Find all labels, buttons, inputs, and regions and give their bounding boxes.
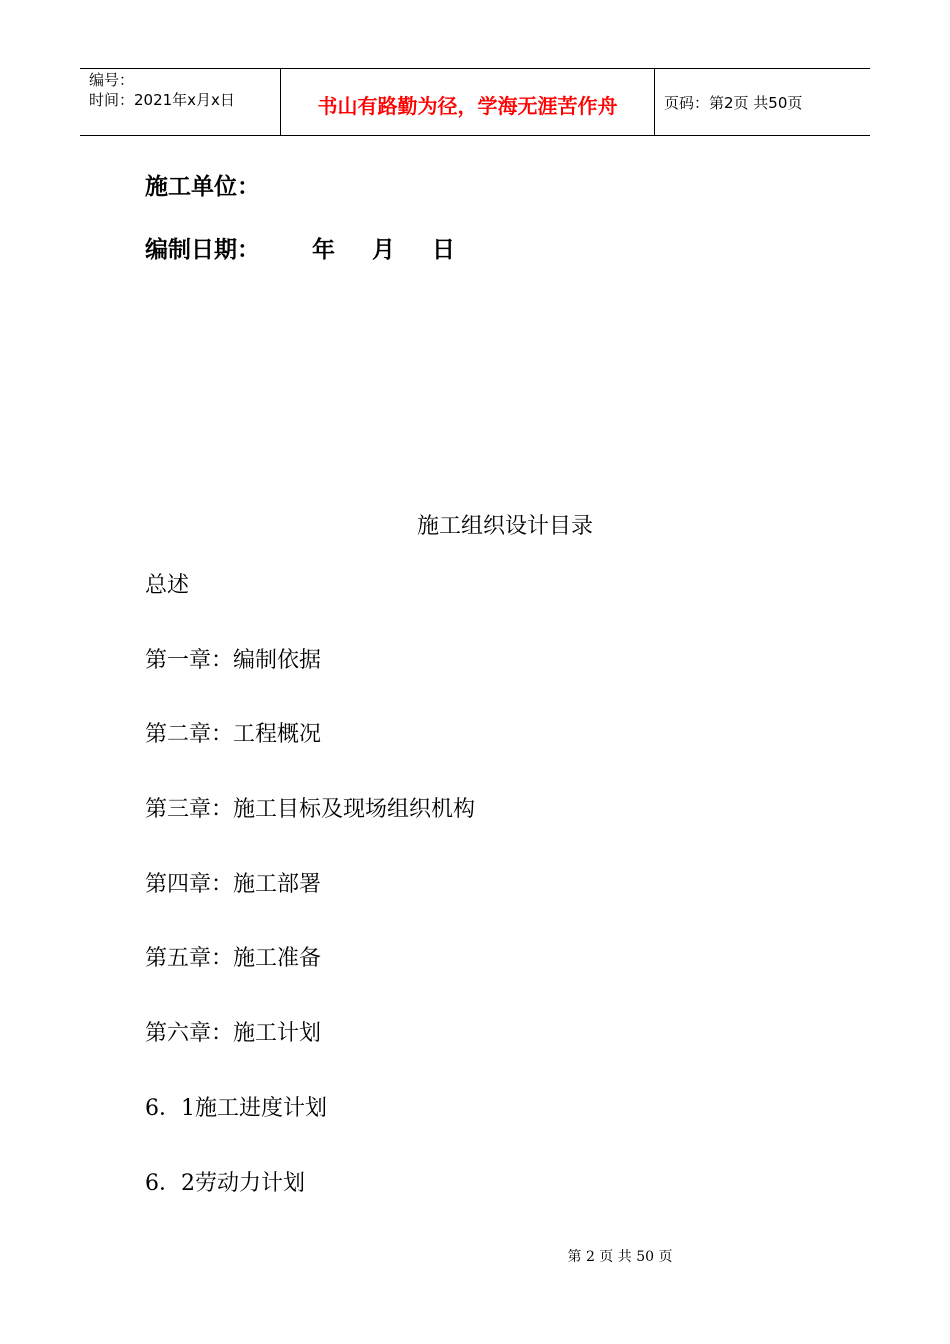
toc-title: 施工组织设计目录 bbox=[416, 514, 593, 539]
construction-unit-label: 施工单位： bbox=[145, 174, 260, 200]
toc-item: 第二章：工程概况 bbox=[145, 722, 322, 748]
toc-item: 第五章：施工准备 bbox=[145, 946, 322, 972]
page-footer: 第 2 页 共 50 页 bbox=[567, 1249, 673, 1265]
toc-item: 6．1施工进度计划 bbox=[145, 1095, 327, 1121]
toc-item: 第六章：施工计划 bbox=[145, 1021, 322, 1047]
toc-item: 第一章：编制依据 bbox=[145, 647, 322, 673]
toc-item: 第三章：施工目标及现场组织机构 bbox=[145, 797, 476, 823]
date-year: 年 bbox=[312, 237, 335, 263]
header-motto: 书山有路勤为径，学海无涯苦作舟 bbox=[281, 69, 655, 135]
header-left-cell bbox=[80, 69, 281, 135]
date-month: 月 bbox=[372, 237, 395, 263]
toc-item: 6．2劳动力计划 bbox=[145, 1170, 305, 1196]
document-date: 时间：2021年x月x日 bbox=[89, 91, 235, 109]
toc-item: 第四章：施工部署 bbox=[145, 871, 322, 897]
document-number-label: 编号： bbox=[89, 71, 135, 89]
toc-item: 总述 bbox=[145, 573, 190, 598]
header-page-info: 页码：第2页 共50页 bbox=[664, 93, 803, 112]
date-day: 日 bbox=[432, 237, 455, 263]
page-header bbox=[80, 68, 870, 136]
toc-list bbox=[145, 570, 475, 1242]
compile-date-label: 编制日期： bbox=[145, 237, 260, 263]
